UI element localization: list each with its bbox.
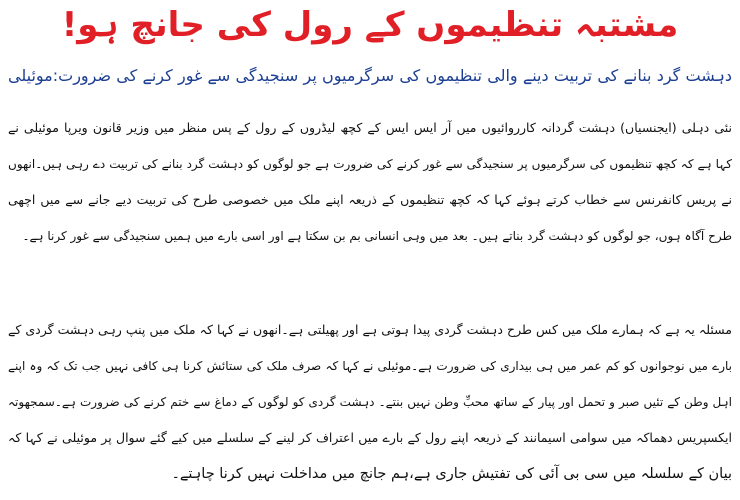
subheadline: دہشت گرد بنانے کی تربیت دینے والی تنظیموں کی سرگرمیوں پر سنجیدگی سے غور کرنے کی ضرورت:موئیلی xyxy=(8,66,732,85)
paragraph-line: ایکسپریس دھماکہ میں سوامی اسیمانند کے ذریعہ اپنے رول کے بارے میں اعتراف کر لینے کے سلسلے میں کیے گئے سوال پر موئیلی نے کہا کہ xyxy=(8,430,732,445)
paragraph-line: بارے میں نوجوانوں کو کم عمر میں ہی بیداری کی ضرورت ہے۔موئیلی نے کہا کہ صرف ملک کی ستائش کرنا ہی کافی نہیں جب تک کہ وہ اپنے xyxy=(8,359,732,373)
paragraph-line: مسئلہ یہ ہے کہ ہمارے ملک میں کس طرح دہشت گردی پیدا ہوتی ہے اور پھیلتی ہے۔انھوں نے کہا کہ ملک میں پنپ رہی دہشت گردی کے xyxy=(8,322,732,337)
paragraph-line: کہا ہے کہ کچھ تنظیموں کی سرگرمیوں پر سنجیدگی سے غور کرنے کی ضرورت ہے جو لوگوں کو دہشت گرد بنانے کی تربیت دے رہی ہیں۔انھوں xyxy=(8,157,732,171)
paragraph-line: طرح آگاہ ہوں، جو لوگوں کو دہشت گرد بناتے ہیں۔ بعد میں وہی انسانی بم بن سکتا ہے اور اسی بارے میں ہمیں سنجیدگی سے غور کرنا ہے۔ xyxy=(22,229,732,243)
paragraph-line: اہل وطن کے تئیں صبر و تحمل اور پیار کے ساتھ محبِّ وطن نہیں بنتے۔ دہشت گردی کو لوگوں کے دماغ سے ختم کرنے کی ضرورت ہے۔سمجھوتہ xyxy=(8,395,732,409)
paragraph-line: بیان کے سلسلہ میں سی بی آئی کی تفتیش جاری ہے،ہم جانچ میں مداخلت نہیں کرنا چاہتے۔ xyxy=(171,466,732,482)
headline: مشتبہ تنظیموں کے رول کی جانچ ہو! xyxy=(61,5,679,45)
paragraph-2 xyxy=(8,312,732,492)
paragraph-line: نئی دہلی (ایجنسیاں) دہشت گردانہ کارروائیوں میں آر ایس ایس کے کچھ لیڈروں کے رول کے پس منظر میں وزیر قانون ویرپا موئیلی نے xyxy=(8,120,732,135)
paragraph-line: نے پریس کانفرنس سے خطاب کرتے ہوئے کہا کہ کچھ تنظیموں کے ذریعہ اپنے ملک میں خصوصی طرح کی تربیت دیے جانے سے میں اچھی xyxy=(8,192,732,207)
paragraph-1 xyxy=(8,110,732,254)
